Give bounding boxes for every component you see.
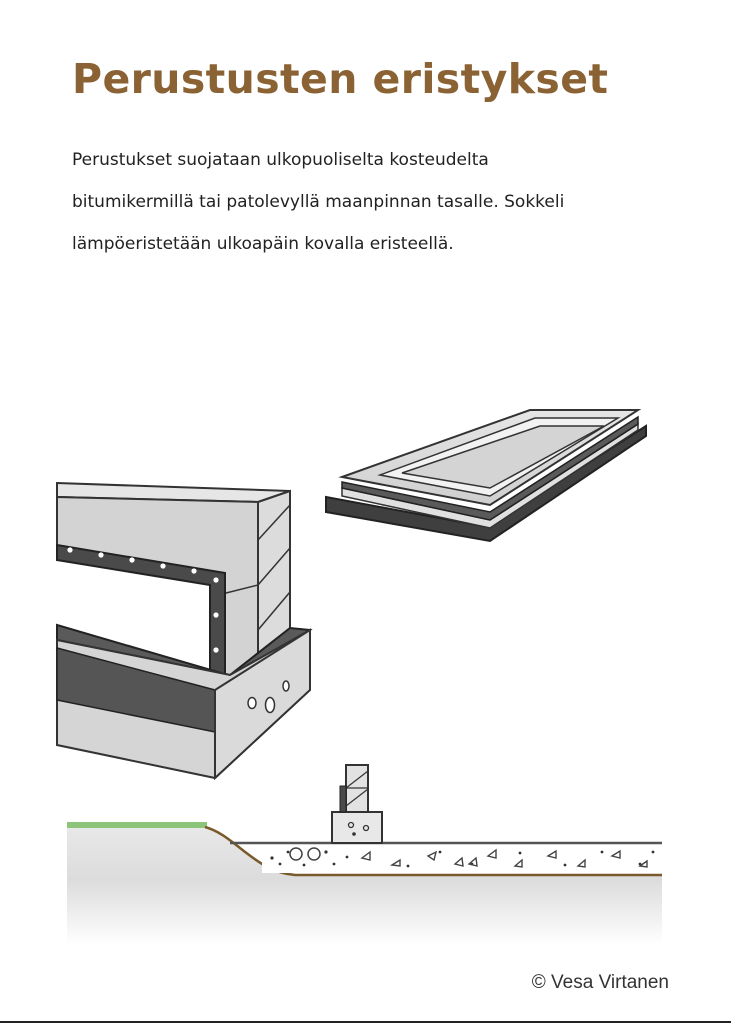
intro-line-3: lämpöeristetään ulkoapäin kovalla eristeellä.	[72, 234, 454, 254]
ground-section-illustration	[67, 765, 662, 945]
slab-frame-illustration	[326, 410, 646, 541]
intro-line-2: bitumikermillä tai patolevyllä maanpinnan tasalle. Sokkeli	[72, 192, 565, 212]
intro-line-1: Perustukset suojataan ulkopuoliselta kosteudelta	[72, 150, 489, 170]
copyright-credit: © Vesa Virtanen	[531, 972, 669, 993]
foundation-corner-illustration	[57, 483, 310, 778]
page-title: Perustusten eristykset	[72, 55, 609, 103]
